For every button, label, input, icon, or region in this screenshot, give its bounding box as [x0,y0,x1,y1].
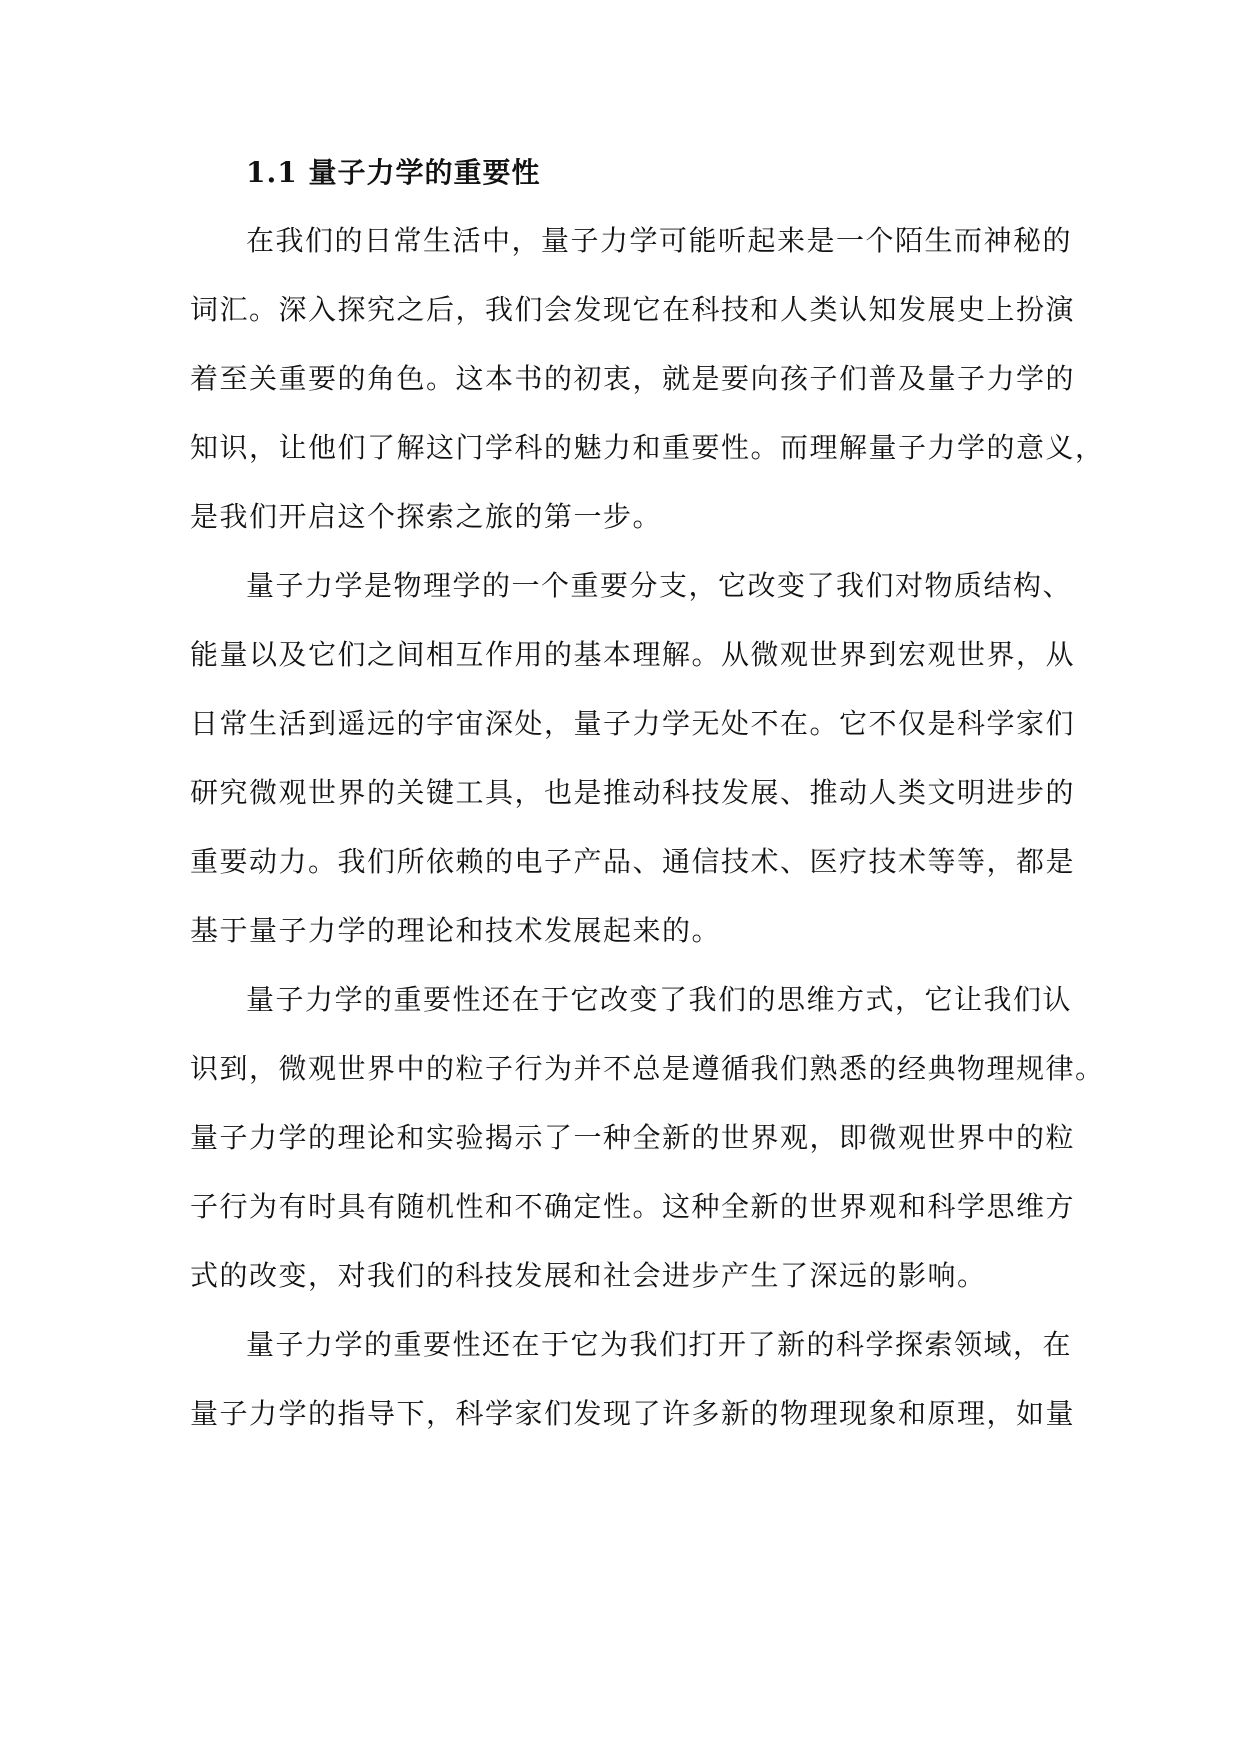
page-content [190,140,1105,1448]
text-line: 着至关重要的角色。这本书的初衷，就是要向孩子们普及量子力学的 [190,362,1076,395]
text-line: 能量以及它们之间相互作用的基本理解。从微观世界到宏观世界，从 [190,638,1076,671]
text-line: 量子力学的重要性还在于它为我们打开了新的科学探索领域，在 [246,1328,1073,1361]
paragraph-physics-branch [190,551,1076,965]
paragraph-importance-intro [190,206,1105,551]
text-line: 识到，微观世界中的粒子行为并不总是遵循我们熟悉的经典物理规律。 [190,1052,1105,1085]
text-line: 是我们开启这个探索之旅的第一步。 [190,500,663,533]
section-title: 1.1 量子力学的重要性 [246,156,541,189]
text-line: 基于量子力学的理论和技术发展起来的。 [190,914,722,947]
text-line: 量子力学的重要性还在于它改变了我们的思维方式，它让我们认 [246,983,1073,1016]
paragraph-new-fields [190,1310,1076,1448]
text-line: 量子力学是物理学的一个重要分支，它改变了我们对物质结构、 [246,569,1073,602]
text-line: 式的改变，对我们的科技发展和社会进步产生了深远的影响。 [190,1259,987,1292]
text-line: 在我们的日常生活中，量子力学可能听起来是一个陌生而神秘的 [246,224,1073,257]
text-line: 子行为有时具有随机性和不确定性。这种全新的世界观和科学思维方 [190,1190,1076,1223]
text-line: 词汇。深入探究之后，我们会发现它在科技和人类认知发展史上扮演 [190,293,1076,326]
text-line: 日常生活到遥远的宇宙深处，量子力学无处不在。它不仅是科学家们 [190,707,1076,740]
text-line: 知识，让他们了解这门学科的魅力和重要性。而理解量子力学的意义， [190,431,1105,464]
text-line: 重要动力。我们所依赖的电子产品、通信技术、医疗技术等等，都是 [190,845,1076,878]
paragraph-thinking-change [190,965,1105,1310]
text-line: 量子力学的指导下，科学家们发现了许多新的物理现象和原理，如量 [190,1397,1076,1430]
text-line: 量子力学的理论和实验揭示了一种全新的世界观，即微观世界中的粒 [190,1121,1076,1154]
text-line: 研究微观世界的关键工具，也是推动科技发展、推动人类文明进步的 [190,776,1076,809]
